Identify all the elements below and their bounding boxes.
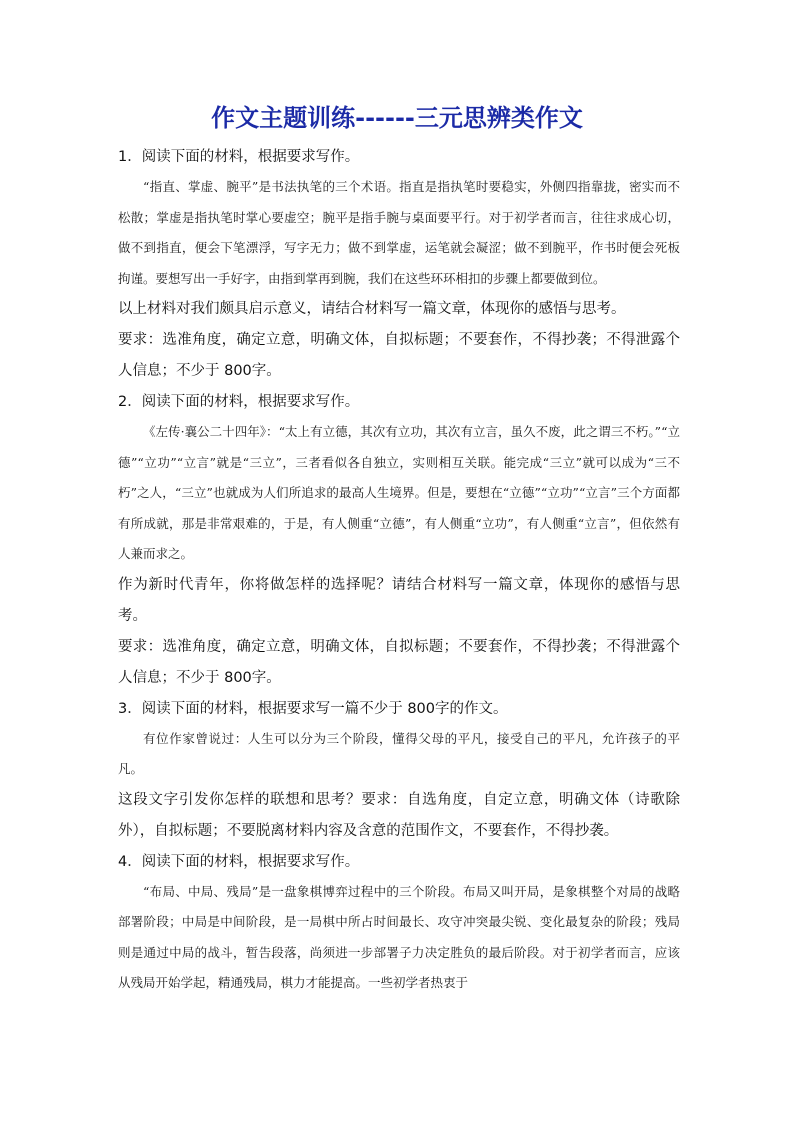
question-heading: 4．阅读下面的材料，根据要求写作。 [118, 853, 360, 870]
question-requirement: 要求：选准角度，确定立意，明确文体，自拟标题；不要套作，不得抄袭；不得泄露个人信息；不少于 800字。 [118, 332, 680, 379]
question-heading: 3．阅读下面的材料，根据要求写一篇不少于 800字的作文。 [118, 700, 508, 717]
question-2 [118, 387, 680, 694]
question-heading: 2．阅读下面的材料，根据要求写作。 [118, 394, 360, 410]
question-1 [118, 142, 680, 387]
question-prompt: 作为新时代青年，你将做怎样的选择呢？请结合材料写一篇文章，体现你的感悟与思考。 [118, 576, 680, 624]
question-prompt: 这段文字引发你怎样的联想和思考？要求：自选角度，自定立意，明确文体（诗歌除外），自拟标题；不要脱离材料内容及含意的范围作文，不要套作，不得抄袭。 [118, 791, 680, 839]
question-prompt: 以上材料对我们颇具启示意义，请结合材料写一篇文章，体现你的感悟与思考。 [118, 301, 626, 317]
question-material: “布局、中局、残局”是一盘象棋博弈过程中的三个阶段。布局又叫开局，是象棋整个对局的战略部署阶段；中局是中间阶段，是一局棋中所占时间最长、攻守冲突最尖锐、变化最复杂的阶段；残局则是通过中局的战斗，暂告段落，尚须进一步部署子力决定胜负的最后阶段。对于初学者而言，应该从残局开始学起，精通残局，棋力才能提高。一些初学者热衷于 [118, 883, 680, 990]
question-material: “指直、掌虚、腕平”是书法执笔的三个术语。指直是指执笔时要稳实，外侧四指靠拢，密实而不松散；掌虚是指执笔时掌心要虚空；腕平是指手腕与桌面要平行。对于初学者而言，往往求成心切，做不到指直，便会下笔漂浮，写字无力；做不到掌虚，运笔就会凝涩；做不到腕平，作书时便会死板拘谨。要想写出一手好字，由指到掌再到腕，我们在这些环环相扣的步骤上都要做到位。 [118, 179, 680, 286]
question-material: 《左传·襄公二十四年》：“太上有立德，其次有立功，其次有立言，虽久不废，此之谓三不朽。”“立德”“立功”“立言”就是“三立”，三者看似各自独立，实则相互关联。能完成“三立”就可以成为“三不朽”之人，“三立”也就成为人们所追求的最高人生境界。但是，要想在“立德”“立功”“立言”三个方面都有所成就，那是非常艰难的，于是，有人侧重“立德”，有人侧重“立功”，有人侧重“立言”，但依然有人兼而求之。 [118, 424, 680, 561]
question-heading: 1．阅读下面的材料，根据要求写作。 [118, 149, 360, 165]
document-body [118, 142, 680, 999]
question-material: 有位作家曾说过：人生可以分为三个阶段，懂得父母的平凡，接受自己的平凡，允许孩子的平凡。 [118, 730, 680, 776]
question-requirement: 要求：选准角度，确定立意，明确文体，自拟标题；不要套作，不得抄袭；不得泄露个人信息；不少于 800字。 [118, 638, 680, 686]
document-title: 作文主题训练------三元思辨类作文 [211, 104, 583, 132]
question-4 [118, 847, 680, 999]
question-3 [118, 694, 680, 847]
